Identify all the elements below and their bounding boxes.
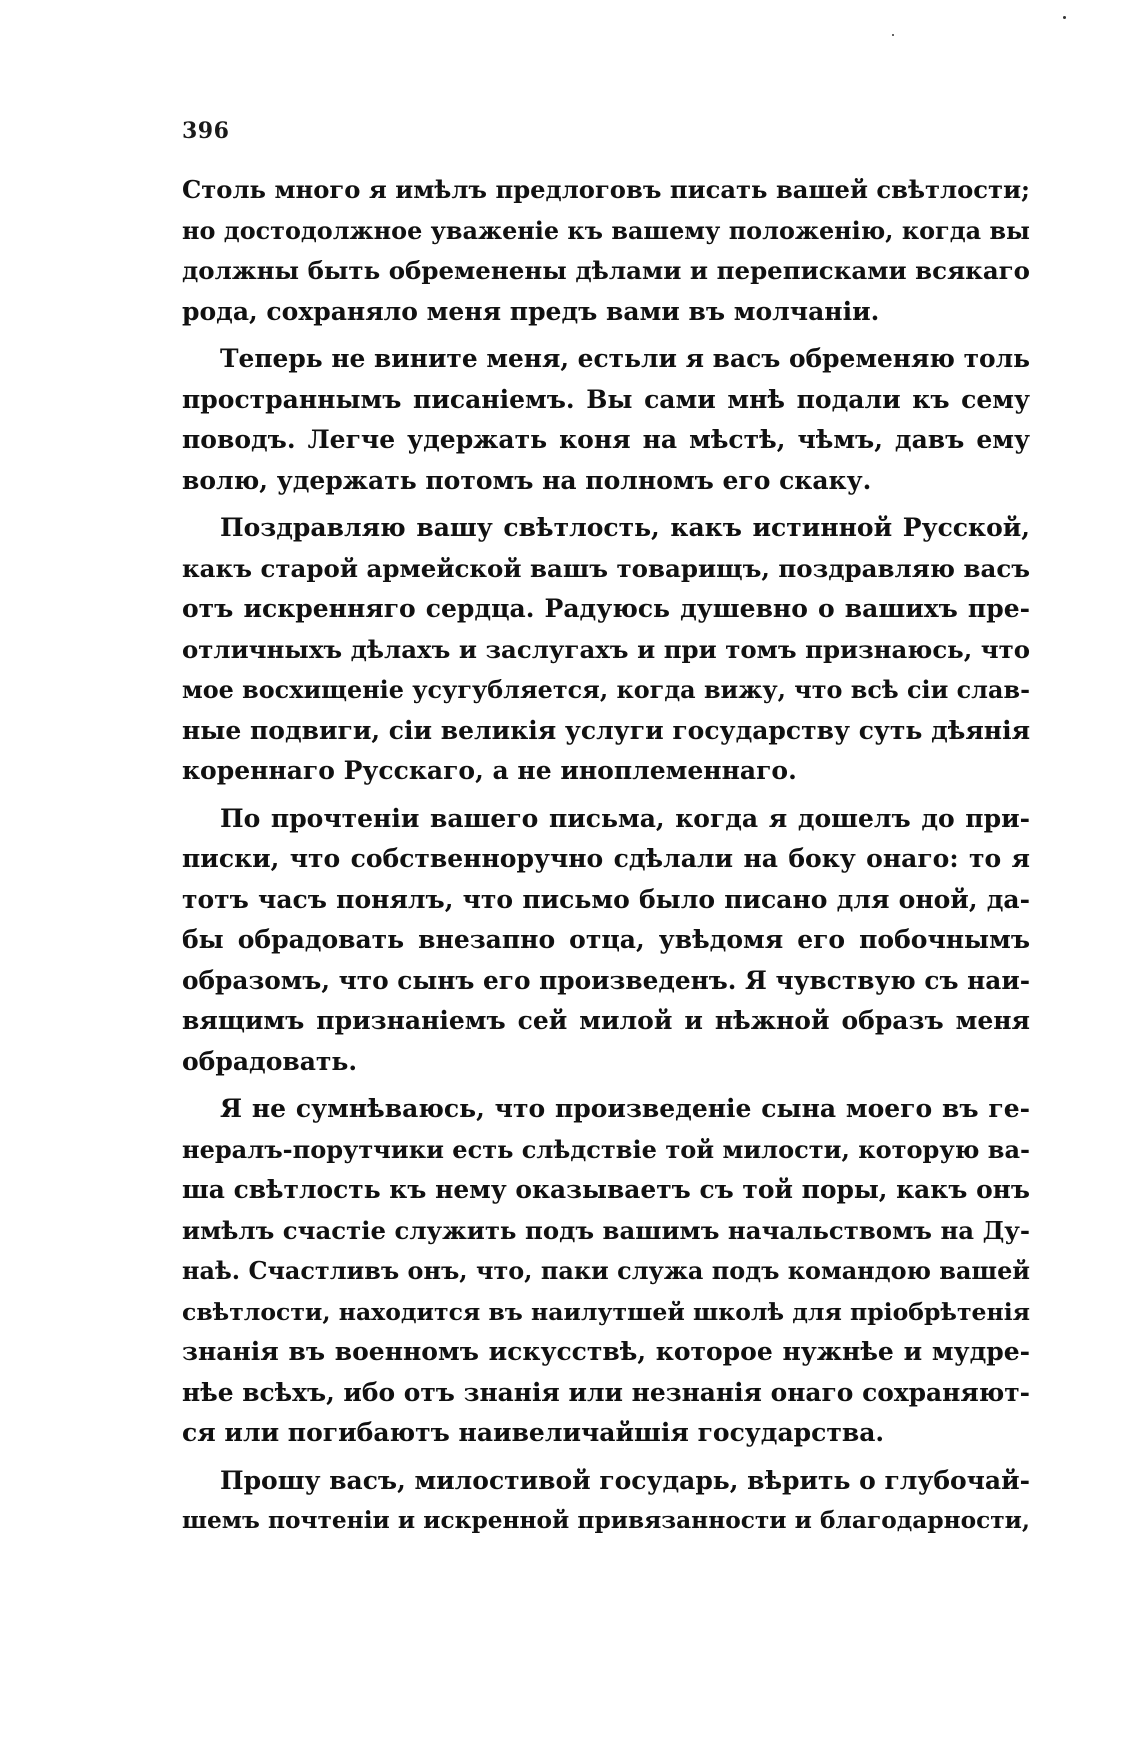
text-line: По прочтеніи вашего письма, когда я дошелъ до при- — [220, 803, 1030, 833]
text-line: бы обрадовать внезапно отца, увѣдомя его побочнымъ — [182, 925, 1030, 954]
text-line: пространнымъ писаніемъ. Вы сами мнѣ подали къ сему — [182, 384, 1030, 414]
text-line: нералъ-порутчики есть слѣдствіе той милости, которую ва- — [182, 1134, 1030, 1164]
page-number: 396 — [182, 118, 230, 144]
paragraph-2 — [182, 339, 1030, 501]
text-line: должны быть обременены дѣлами и переписками всякаго — [182, 256, 1030, 285]
text-line: Столь много я имѣлъ предлоговъ писать вашей свѣтлости; — [182, 175, 1030, 204]
text-line: кореннаго Русскаго, а не иноплеменнаго. — [182, 756, 797, 785]
text-line: писки, что собственноручно сдѣлали на боку онаго: то я — [182, 844, 1030, 873]
paragraph-6 — [182, 1461, 1030, 1542]
text-line: знанія въ военномъ искусствѣ, которое нужнѣе и мудре- — [182, 1337, 1030, 1366]
paragraph-5 — [182, 1089, 1030, 1454]
text-line: имѣлъ счастіе служить подъ вашимъ начальствомъ на Ду- — [182, 1215, 1030, 1245]
text-line: мое восхищеніе усугубляется, когда вижу, что всѣ сіи слав- — [182, 676, 1030, 704]
text-line: но достодолжное уваженіе къ вашему положенію, когда вы — [182, 216, 1030, 245]
text-line: какъ старой армейской вашъ товарищъ, поздравляю васъ — [182, 553, 1030, 583]
text-line: Теперь не вините меня, естьли я васъ обременяю толь — [220, 344, 1030, 373]
text-line: отличныхъ дѣлахъ и заслугахъ и при томъ признаюсь, что — [182, 634, 1030, 664]
text-line: поводъ. Легче удержать коня на мѣстѣ, чѣмъ, давъ ему — [182, 425, 1030, 454]
paragraph-3 — [182, 508, 1030, 792]
text-line: ные подвиги, сіи великія услуги государству суть дѣянія — [182, 715, 1031, 745]
text-line: шемъ почтеніи и искренной привязанности и благодарности, — [182, 1507, 1030, 1534]
paragraph-1 — [182, 170, 1030, 332]
text-line: рода, сохраняло меня предъ вами въ молчаніи. — [182, 296, 880, 326]
body-text — [182, 170, 1030, 1549]
text-line: нѣе всѣхъ, ибо отъ знанія или незнанія онаго сохраняют- — [182, 1377, 1030, 1407]
text-line: отъ искренняго сердца. Радуюсь душевно о вашихъ пре- — [182, 594, 1030, 623]
text-line: ша свѣтлость къ нему оказываетъ съ той поры, какъ онъ — [182, 1175, 1030, 1204]
page-speck — [892, 34, 894, 36]
text-line: образомъ, что сынъ его произведенъ. Я чувствую съ наи- — [182, 965, 1030, 995]
text-line: тотъ часъ понялъ, что письмо было писано для оной, да- — [182, 884, 1030, 914]
text-line: волю, удержать потомъ на полномъ его скаку. — [182, 465, 872, 495]
text-line: обрадовать. — [182, 1046, 358, 1076]
text-line: Я не сумнѣваюсь, что произведеніе сына моего въ ге- — [220, 1094, 1030, 1123]
text-line: свѣтлости, находится въ наилутшей школѣ для пріобрѣтенія — [182, 1297, 1031, 1326]
text-line: ся или погибаютъ наивеличайшія государства. — [182, 1418, 885, 1447]
paragraph-4 — [182, 799, 1030, 1083]
page-speck — [1063, 16, 1066, 19]
text-line: наѣ. Счастливъ онъ, что, паки служа подъ командою вашей — [182, 1257, 1030, 1285]
text-line: вящимъ признаніемъ сей милой и нѣжной образъ меня — [182, 1006, 1030, 1035]
text-line: Прошу васъ, милостивой государь, вѣрить о глубочай- — [220, 1465, 1030, 1495]
text-line: Поздравляю вашу свѣтлость, какъ истинной Русской, — [220, 513, 1030, 542]
